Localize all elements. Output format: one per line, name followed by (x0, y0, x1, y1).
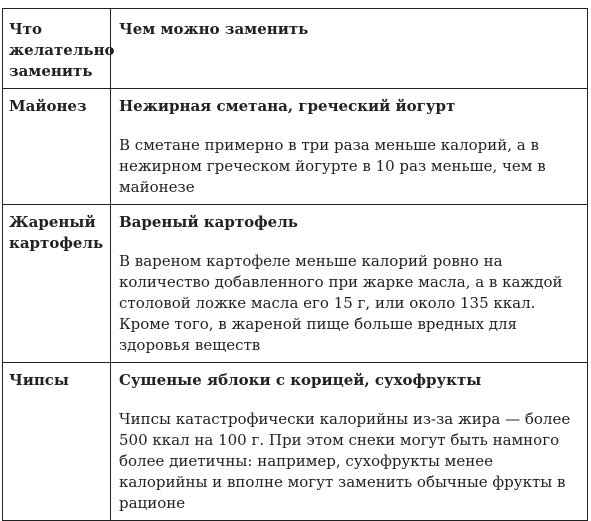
item-cell: Жареный картофель (3, 205, 111, 363)
header-cell-replacement: Чем можно заменить (111, 9, 588, 89)
table-row (3, 363, 588, 521)
replacement-title: Нежирная сметана, греческий йогурт (119, 97, 456, 115)
item-cell: Чипсы (3, 363, 111, 521)
replacement-title: Сушеные яблоки с корицей, сухофрукты (119, 371, 482, 389)
header-cell-item: Что желательно заменить (3, 9, 111, 89)
replacement-cell (111, 89, 588, 205)
table-row (3, 205, 588, 363)
table-header-row (3, 9, 588, 89)
item-cell: Майонез (3, 89, 111, 205)
replacement-description: В сметане примерно в три раза меньше калорий, а в нежирном греческом йогурте в 10 раз меньше, чем в майонезе (119, 136, 546, 196)
substitution-table (2, 8, 588, 521)
replacement-title: Вареный картофель (119, 213, 298, 231)
replacement-description: Чипсы катастрофически калорийны из-за жира — более 500 ккал на 100 г. При этом снеки могут быть намного более диетичны: например, сухофрукты менее калорийны и вполне могут заменить обычные фрукты в рационе (119, 410, 571, 512)
replacement-cell (111, 205, 588, 363)
replacement-description: В вареном картофеле меньше калорий ровно на количество добавленного при жарке масла, а в каждой столовой ложке масла его 15 г, или около 135 ккал. Кроме того, в жареной пище больше вредных для здоровья веществ (119, 252, 563, 354)
replacement-cell (111, 363, 588, 521)
table-row (3, 89, 588, 205)
